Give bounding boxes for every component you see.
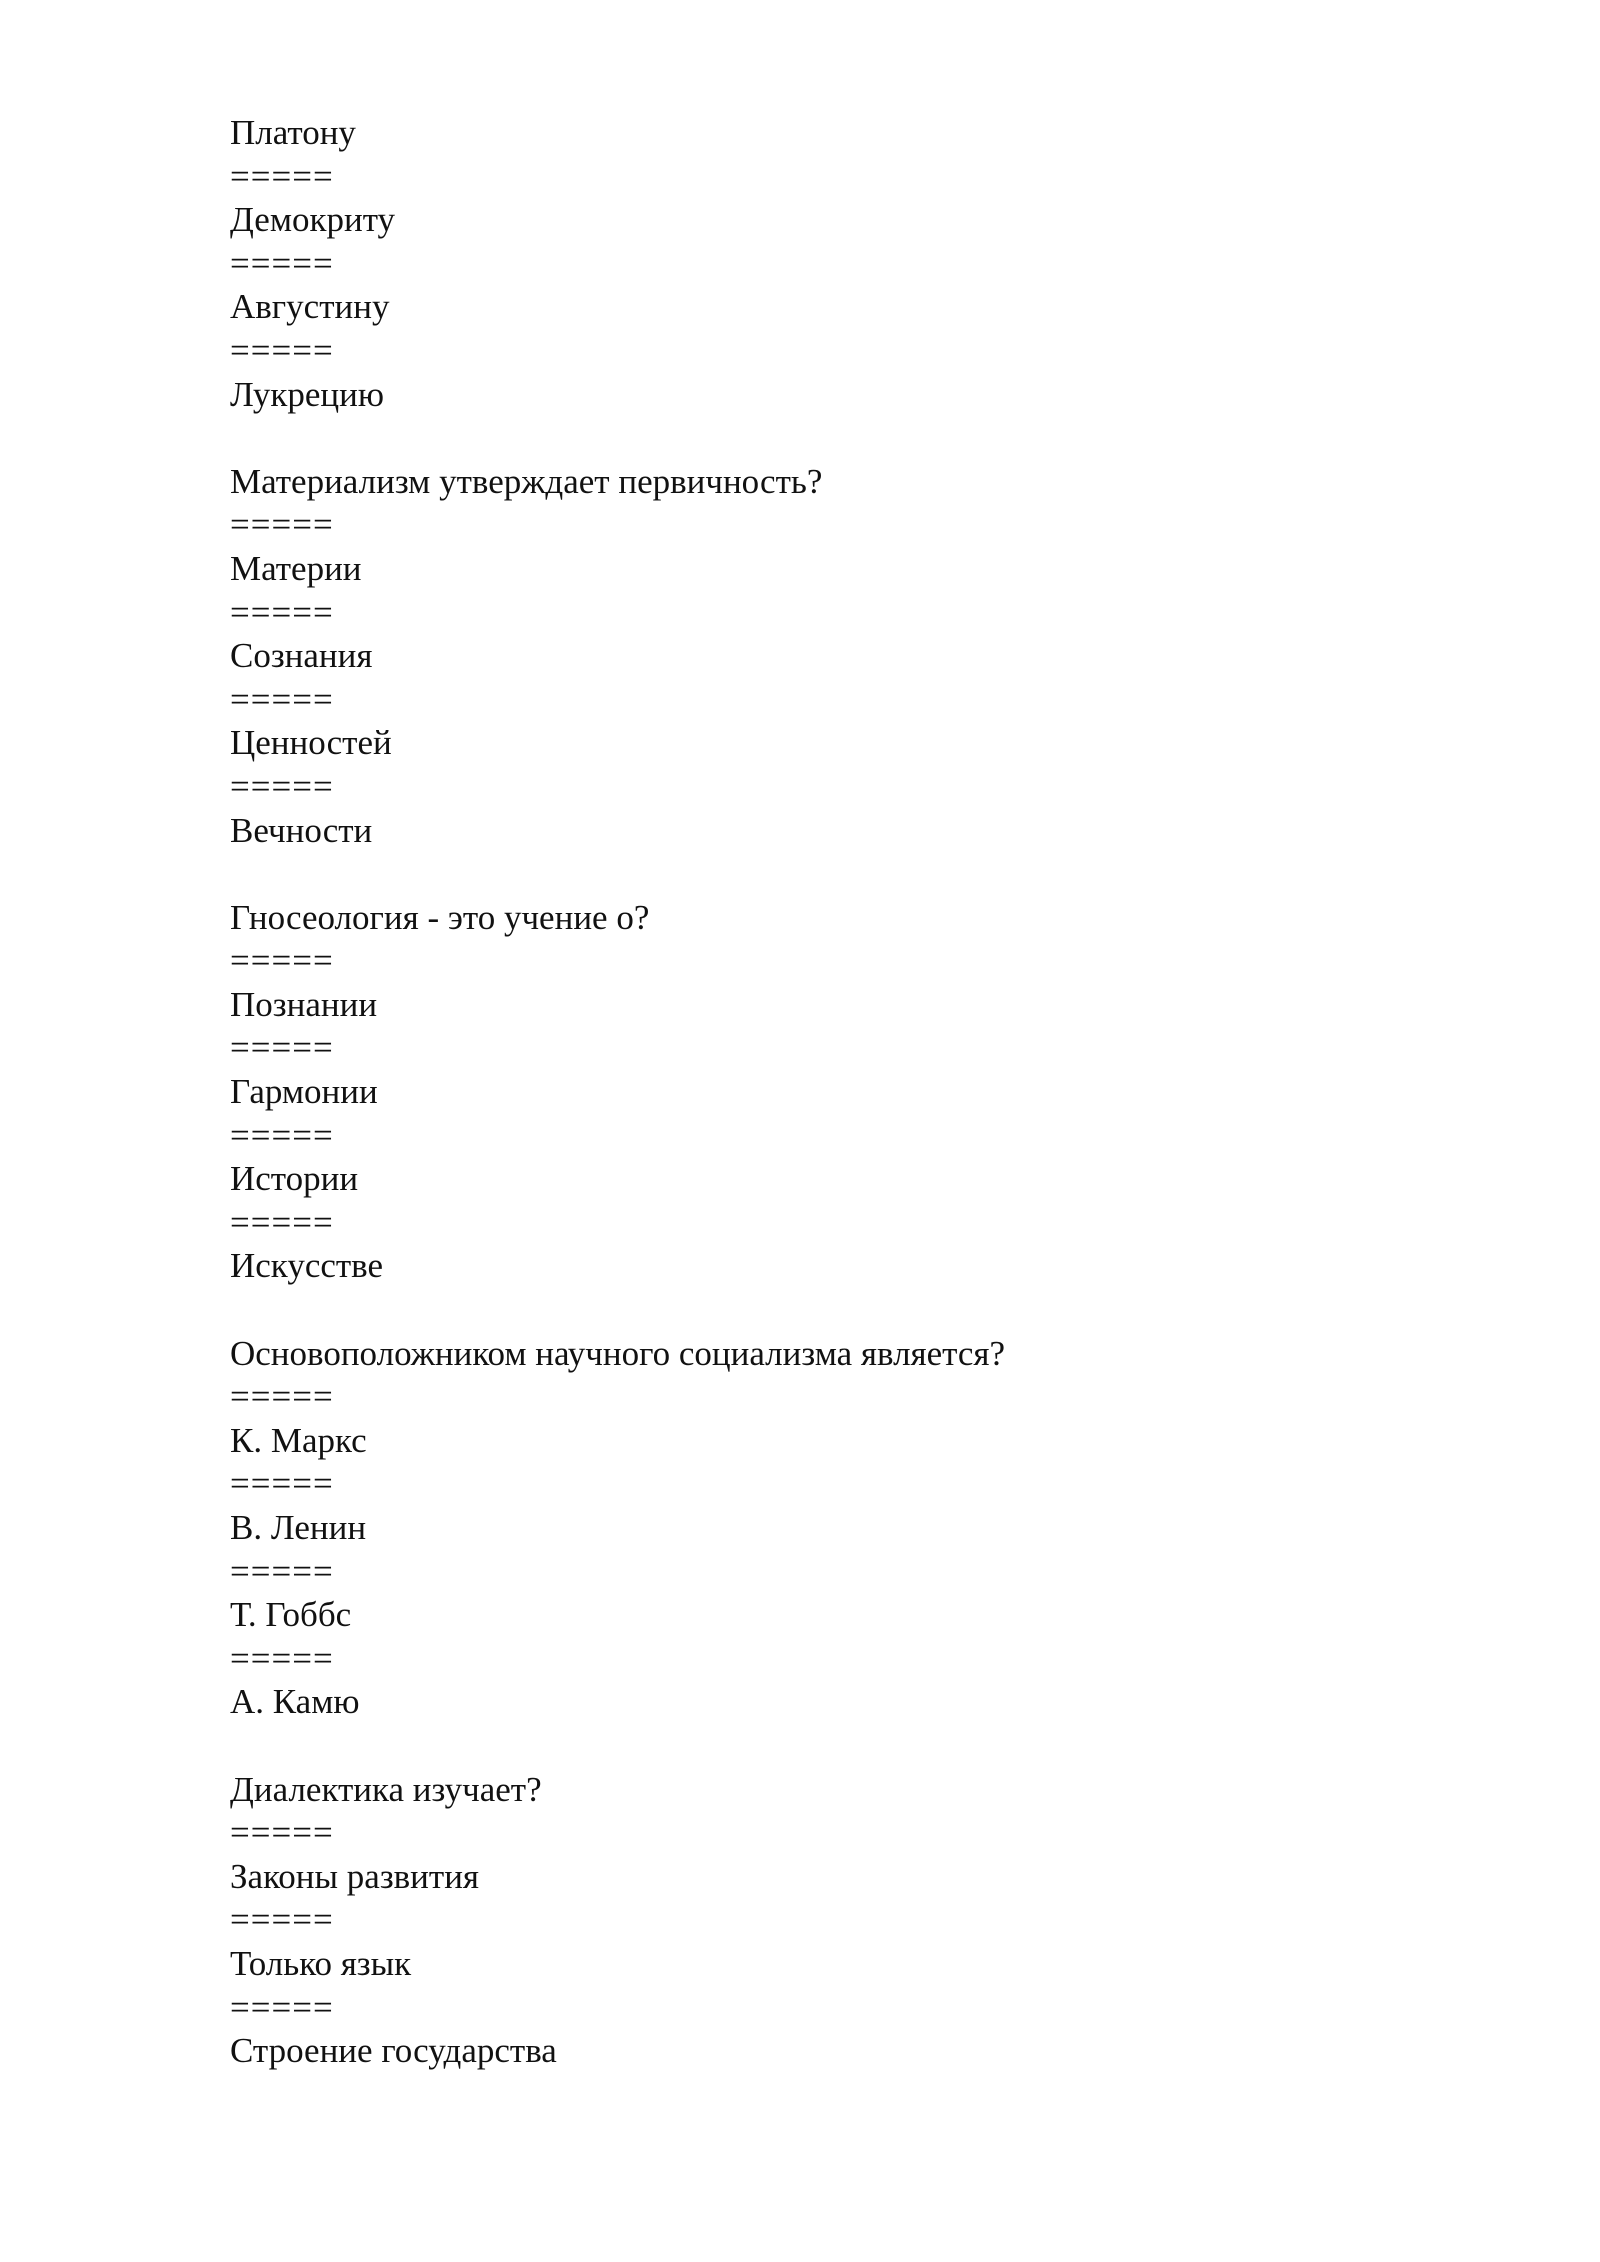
separator: ===== (230, 1115, 334, 1155)
separator: ===== (230, 592, 334, 632)
answer-option: К. Маркс (230, 1420, 367, 1460)
quiz-block (230, 111, 1430, 416)
separator: ===== (230, 1900, 334, 1940)
answer-option: Искусстве (230, 1246, 384, 1286)
question-text: Материализм утверждает первичность? (230, 461, 823, 501)
answer-option: Законы развития (230, 1856, 480, 1896)
blank-line (230, 416, 1430, 460)
answer-option: Вечности (230, 810, 373, 850)
separator: ===== (230, 1813, 334, 1853)
separator: ===== (230, 1638, 334, 1678)
question-text: Гносеология - это учение о? (230, 897, 650, 937)
answer-option: Строение государства (230, 2031, 557, 2071)
separator: ===== (230, 1464, 334, 1504)
answer-option: Ценностей (230, 723, 392, 763)
separator: ===== (230, 766, 334, 806)
question-text: Диалектика изучает? (230, 1769, 542, 1809)
separator: ===== (230, 243, 334, 283)
separator: ===== (230, 1028, 334, 1068)
quiz-block (230, 460, 1430, 852)
answer-option: Истории (230, 1159, 359, 1199)
quiz-block (230, 896, 1430, 1288)
answer-option: Только язык (230, 1943, 412, 1983)
answer-option: Материи (230, 548, 362, 588)
answer-option: Гармонии (230, 1072, 378, 1112)
quiz-block (230, 1768, 1430, 2073)
separator: ===== (230, 1202, 334, 1242)
document-body (230, 111, 1430, 2073)
blank-line (230, 852, 1430, 896)
separator: ===== (230, 330, 334, 370)
answer-option: Познании (230, 984, 378, 1024)
blank-line (230, 1724, 1430, 1768)
separator: ===== (230, 1987, 334, 2027)
separator: ===== (230, 1377, 334, 1417)
answer-option: Августину (230, 287, 390, 327)
answer-option: А. Камю (230, 1682, 360, 1722)
separator: ===== (230, 941, 334, 981)
blank-line (230, 1288, 1430, 1332)
separator: ===== (230, 1551, 334, 1591)
answer-option: В. Ленин (230, 1508, 367, 1547)
answer-option: Демокриту (230, 200, 396, 240)
separator: ===== (230, 505, 334, 545)
answer-option: Сознания (230, 636, 373, 676)
answer-option: Лукрецию (230, 374, 385, 414)
question-text: Основоположником научного социализма является? (230, 1333, 1006, 1373)
quiz-block (230, 1332, 1430, 1724)
answer-option: Платону (230, 113, 356, 152)
separator: ===== (230, 679, 334, 719)
answer-option: Т. Гоббс (230, 1595, 352, 1635)
separator: ===== (230, 156, 334, 196)
